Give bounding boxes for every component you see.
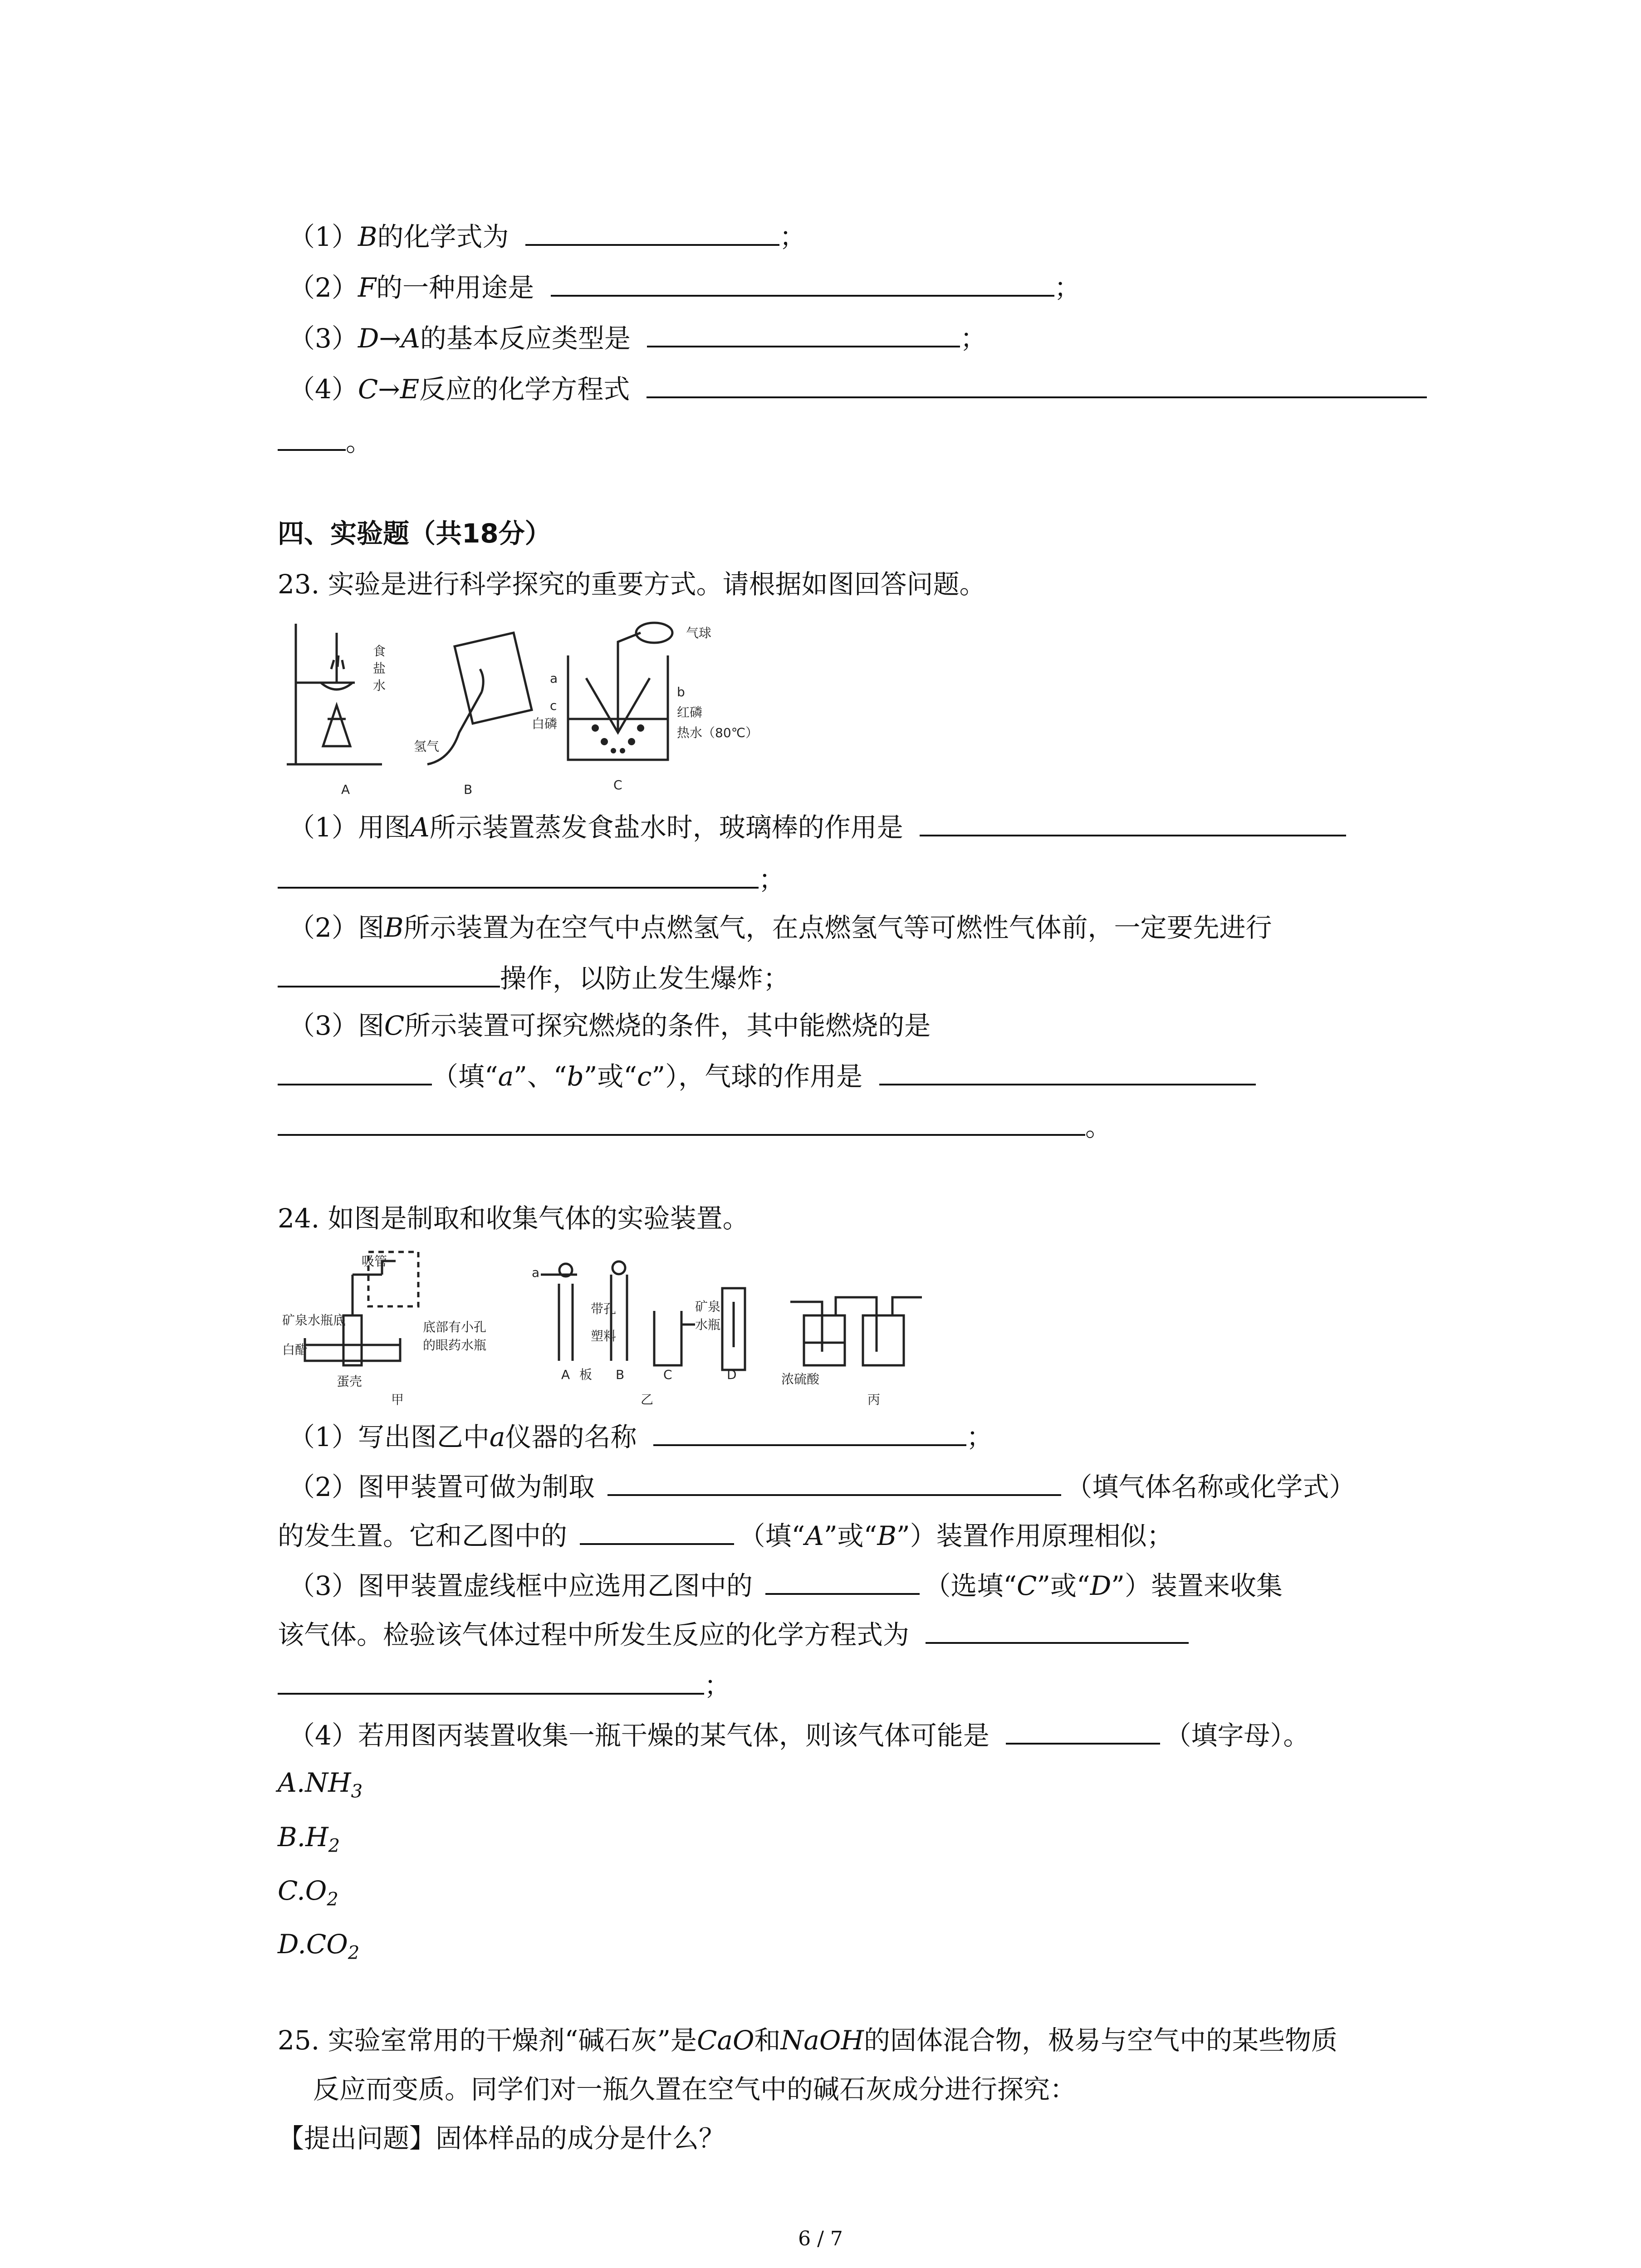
q24-part3-cont2 — [278, 1666, 730, 1702]
q22-part3-var2: A — [401, 323, 420, 354]
q23-part3-cont — [278, 1056, 1256, 1093]
q23-part3-text: 所示装置可探究燃烧的条件，其中能燃烧的是 — [404, 1010, 931, 1041]
answer-blank[interactable] — [551, 268, 1054, 297]
q22-part1-prefix: （1） — [289, 221, 358, 252]
q24-part3-line2: 该气体。检验该气体过程中所发生反应的化学方程式为 — [278, 1619, 910, 1650]
q25-line1b: 的固体混合物，极易与空气中的某些物质 — [863, 2025, 1337, 2056]
q22-part4-arrow: → — [378, 374, 400, 405]
answer-blank[interactable] — [647, 369, 1427, 398]
q24-part1-var: a — [489, 1422, 505, 1452]
q22-part3 — [289, 318, 986, 355]
q24-part3-prefix: （3）图甲装置虚线框中应选用乙图中的 — [289, 1570, 753, 1601]
fig-c-a: a — [550, 671, 558, 686]
q22-part1 — [289, 217, 806, 253]
fig-a-side-1: 食 — [373, 644, 386, 659]
fig-jia-bottle-bottom: 矿泉水瓶底 — [282, 1313, 346, 1328]
q23-part3-end: 。 — [1085, 1111, 1112, 1142]
q22-part4-cont — [278, 422, 372, 458]
fig-yi-D: D — [727, 1367, 737, 1382]
q24-part2-l2a: 的发生置。它和乙图中的 — [278, 1520, 568, 1551]
fig-c-b: b — [677, 684, 685, 699]
q22-part4 — [289, 369, 1427, 406]
q24-part1-text: 仪器的名称 — [505, 1422, 637, 1452]
q24-part4 — [289, 1716, 1309, 1752]
answer-blank[interactable] — [278, 1056, 432, 1085]
q23-part3 — [289, 1007, 931, 1044]
fig-yi-holes: 带孔 — [591, 1301, 617, 1316]
q24-part3-cont — [278, 1615, 1189, 1651]
fig-c-red: 红磷 — [677, 705, 703, 720]
fig-bing-apparatus — [790, 1297, 922, 1365]
q24-opt-B: B — [877, 1520, 896, 1551]
fig-a-label: A — [341, 782, 350, 797]
q23-part1-prefix: （1）用图 — [289, 812, 411, 843]
q23-part2-text: 所示装置为在空气中点燃氢气，在点燃氢气等可燃性气体前，一定要先进行 — [403, 912, 1272, 943]
fig-jia-eggshell: 蛋壳 — [337, 1374, 362, 1389]
fig-b-gas: 氢气 — [414, 739, 440, 754]
fig-yi-board: 板 — [579, 1367, 593, 1382]
q22-part2-text: 的一种用途是 — [376, 272, 534, 303]
q23-part2-cont-text: 操作，以防止发生爆炸； — [500, 963, 790, 994]
q24-stem: 24. 如图是制取和收集气体的实验装置。 — [278, 1203, 749, 1234]
q23-part3-contb: ”），气球的作用是 — [652, 1061, 863, 1092]
answer-blank[interactable] — [879, 1056, 1256, 1085]
q23-sep1: ”、“ — [514, 1061, 567, 1092]
q22-part2-var: F — [358, 272, 377, 303]
q24-opt-D: D — [1090, 1570, 1112, 1601]
q25-line3: 【提出问题】固体样品的成分是什么？ — [278, 2123, 725, 2154]
q23-part3-conta: （填“ — [432, 1061, 498, 1092]
q23-part3-var: C — [384, 1010, 405, 1041]
q25-cao: CaO — [696, 2025, 754, 2056]
q24-option-d[interactable]: $D.CO_2$ — [278, 1929, 360, 1964]
q23-opt-c: c — [637, 1061, 652, 1092]
answer-blank[interactable] — [278, 1666, 704, 1695]
fig-jia-holes-2: 的眼药水瓶 — [423, 1338, 487, 1353]
answer-blank[interactable] — [278, 422, 346, 451]
answer-blank[interactable] — [647, 318, 960, 347]
q22-part3-end: ； — [960, 323, 987, 354]
fig-jia-straw: 吸管 — [362, 1254, 387, 1269]
q25-and: 和 — [754, 2025, 781, 2056]
q24-figure — [278, 1247, 1026, 1411]
fig-jia-vinegar: 白醋 — [282, 1342, 308, 1357]
q23-part1-cont — [278, 860, 785, 896]
q24-option-b[interactable]: $B.H_2$ — [278, 1822, 340, 1857]
q22-part1-text: 的化学式为 — [377, 221, 509, 252]
q22-part3-var: D — [358, 323, 379, 354]
fig-c-c: c — [550, 698, 557, 713]
q22-part1-var: B — [358, 221, 377, 252]
fig-c-white: 白磷 — [532, 716, 558, 731]
fig-yi-label: 乙 — [641, 1392, 654, 1407]
fig-c-water: 热水（80℃） — [677, 725, 759, 740]
answer-blank[interactable] — [920, 807, 1346, 836]
q23-stem: 23. 实验是进行科学探究的重要方式。请根据如图回答问题。 — [278, 569, 986, 600]
fig-yi-a: a — [532, 1265, 540, 1280]
q25-naoh: NaOH — [780, 2025, 864, 2056]
q23-sep2: ”或“ — [583, 1061, 637, 1092]
fig-yi-spring-1: 矿泉 — [695, 1299, 721, 1314]
fig-c-label: C — [613, 777, 622, 792]
fig-jia-apparatus — [305, 1252, 418, 1365]
q23-part2-var: B — [384, 912, 404, 943]
answer-blank[interactable] — [525, 217, 779, 246]
q22-part4-var: C — [358, 374, 378, 405]
q22-part3-prefix: （3） — [289, 323, 358, 354]
q25-line2: 反应而变质。同学们对一瓶久置在空气中的碱石灰成分进行探究： — [313, 2074, 1077, 2105]
q23-opt-a: a — [498, 1061, 514, 1092]
q24-part2-prefix: （2）图甲装置可做为制取 — [289, 1471, 595, 1502]
q24-part2-or: ”或“ — [824, 1520, 877, 1551]
q23-part1-var: A — [410, 812, 430, 843]
q23-part3-prefix: （3）图 — [289, 1010, 384, 1041]
q24-part1-prefix: （1）写出图乙中 — [289, 1422, 490, 1452]
q23-part2-cont — [278, 958, 789, 995]
q24-part4-end: （填字母）。 — [1165, 1720, 1310, 1751]
q24-opt-C: C — [1017, 1570, 1037, 1601]
answer-blank[interactable] — [278, 958, 500, 987]
q22-part1-end: ； — [779, 221, 806, 252]
q22-part3-text: 的基本反应类型是 — [420, 323, 631, 354]
q24-part3-or: ”或“ — [1037, 1570, 1090, 1601]
q24-part2-cont — [278, 1516, 1173, 1552]
q24-part3-text2: （选填“ — [924, 1570, 1017, 1601]
q22-part4-prefix: （4） — [289, 374, 358, 405]
q24-part4-prefix: （4）若用图丙装置收集一瓶干燥的某气体，则该气体可能是 — [289, 1720, 989, 1751]
q24-part1-end: ； — [966, 1422, 993, 1452]
q22-part4-end: 。 — [346, 426, 372, 457]
answer-blank[interactable] — [607, 1467, 1061, 1496]
fig-yi-spring-2: 水瓶 — [695, 1317, 721, 1332]
fig-yi-B: B — [616, 1367, 625, 1382]
answer-blank[interactable] — [926, 1615, 1189, 1644]
q24-part2-l2c: ”）装置作用原理相似； — [896, 1520, 1173, 1551]
fig-c-balloon: 气球 — [686, 626, 712, 640]
answer-blank[interactable] — [765, 1566, 920, 1595]
q24-part3 — [289, 1566, 1283, 1602]
fig-c-apparatus — [568, 623, 672, 760]
q22-part2 — [289, 268, 1081, 304]
q24-part1 — [289, 1417, 993, 1453]
q24-part2-l2b: （填“ — [739, 1520, 805, 1551]
q24-option-a[interactable]: $A.NH_3$ — [278, 1767, 363, 1802]
fig-a-apparatus — [287, 624, 382, 764]
q23-opt-b: b — [567, 1061, 584, 1092]
fig-bing-label: 丙 — [867, 1392, 881, 1407]
fig-yi-apparatus — [541, 1261, 745, 1370]
q22-part3-arrow: → — [379, 323, 402, 354]
fig-bing-acid: 浓硫酸 — [781, 1372, 820, 1387]
fig-yi-A: A — [561, 1367, 570, 1382]
q24-part3-end: ； — [704, 1670, 731, 1701]
fig-jia-holes-1: 底部有小孔 — [423, 1320, 487, 1334]
fig-b-apparatus — [427, 633, 532, 764]
q24-opt-A: A — [805, 1520, 824, 1551]
page-number: 6 / 7 — [798, 2227, 843, 2250]
answer-blank[interactable] — [580, 1516, 734, 1545]
answer-blank[interactable] — [1006, 1716, 1160, 1745]
q25-line1 — [278, 2022, 1337, 2058]
q22-part4-var2: E — [400, 374, 420, 405]
q23-part1-end: ； — [759, 864, 785, 895]
q23-part1-text: 所示装置蒸发食盐水时，玻璃棒的作用是 — [429, 812, 903, 843]
q23-figure — [278, 615, 786, 814]
fig-yi-C: C — [663, 1367, 672, 1382]
answer-blank[interactable] — [278, 1107, 1085, 1136]
q23-part2 — [289, 909, 1272, 946]
q25-line1a: 25. 实验室常用的干燥剂“碱石灰”是 — [278, 2025, 697, 2056]
section-title: 四、实验题（共18分） — [278, 518, 551, 549]
fig-a-side-2: 盐 — [373, 661, 386, 676]
q23-part1 — [289, 807, 1346, 844]
q24-part2-text2: （填气体名称或化学式） — [1066, 1471, 1356, 1502]
q22-part2-end: ； — [1054, 272, 1081, 303]
q22-part2-prefix: （2） — [289, 272, 358, 303]
answer-blank[interactable] — [653, 1417, 966, 1446]
fig-jia-label: 甲 — [391, 1392, 404, 1407]
q24-part2 — [289, 1467, 1355, 1503]
q23-part2-prefix: （2）图 — [289, 912, 384, 943]
q23-part3-cont2 — [278, 1107, 1112, 1143]
q22-part4-text: 反应的化学方程式 — [419, 374, 630, 405]
fig-a-side-3: 水 — [373, 678, 386, 693]
fig-b-label: B — [464, 782, 473, 797]
q24-option-c[interactable]: $C.O_2$ — [278, 1875, 338, 1910]
fig-yi-plastic: 塑料 — [591, 1329, 617, 1344]
answer-blank[interactable] — [278, 860, 759, 889]
q24-part3-text3: ”）装置来收集 — [1111, 1570, 1283, 1601]
